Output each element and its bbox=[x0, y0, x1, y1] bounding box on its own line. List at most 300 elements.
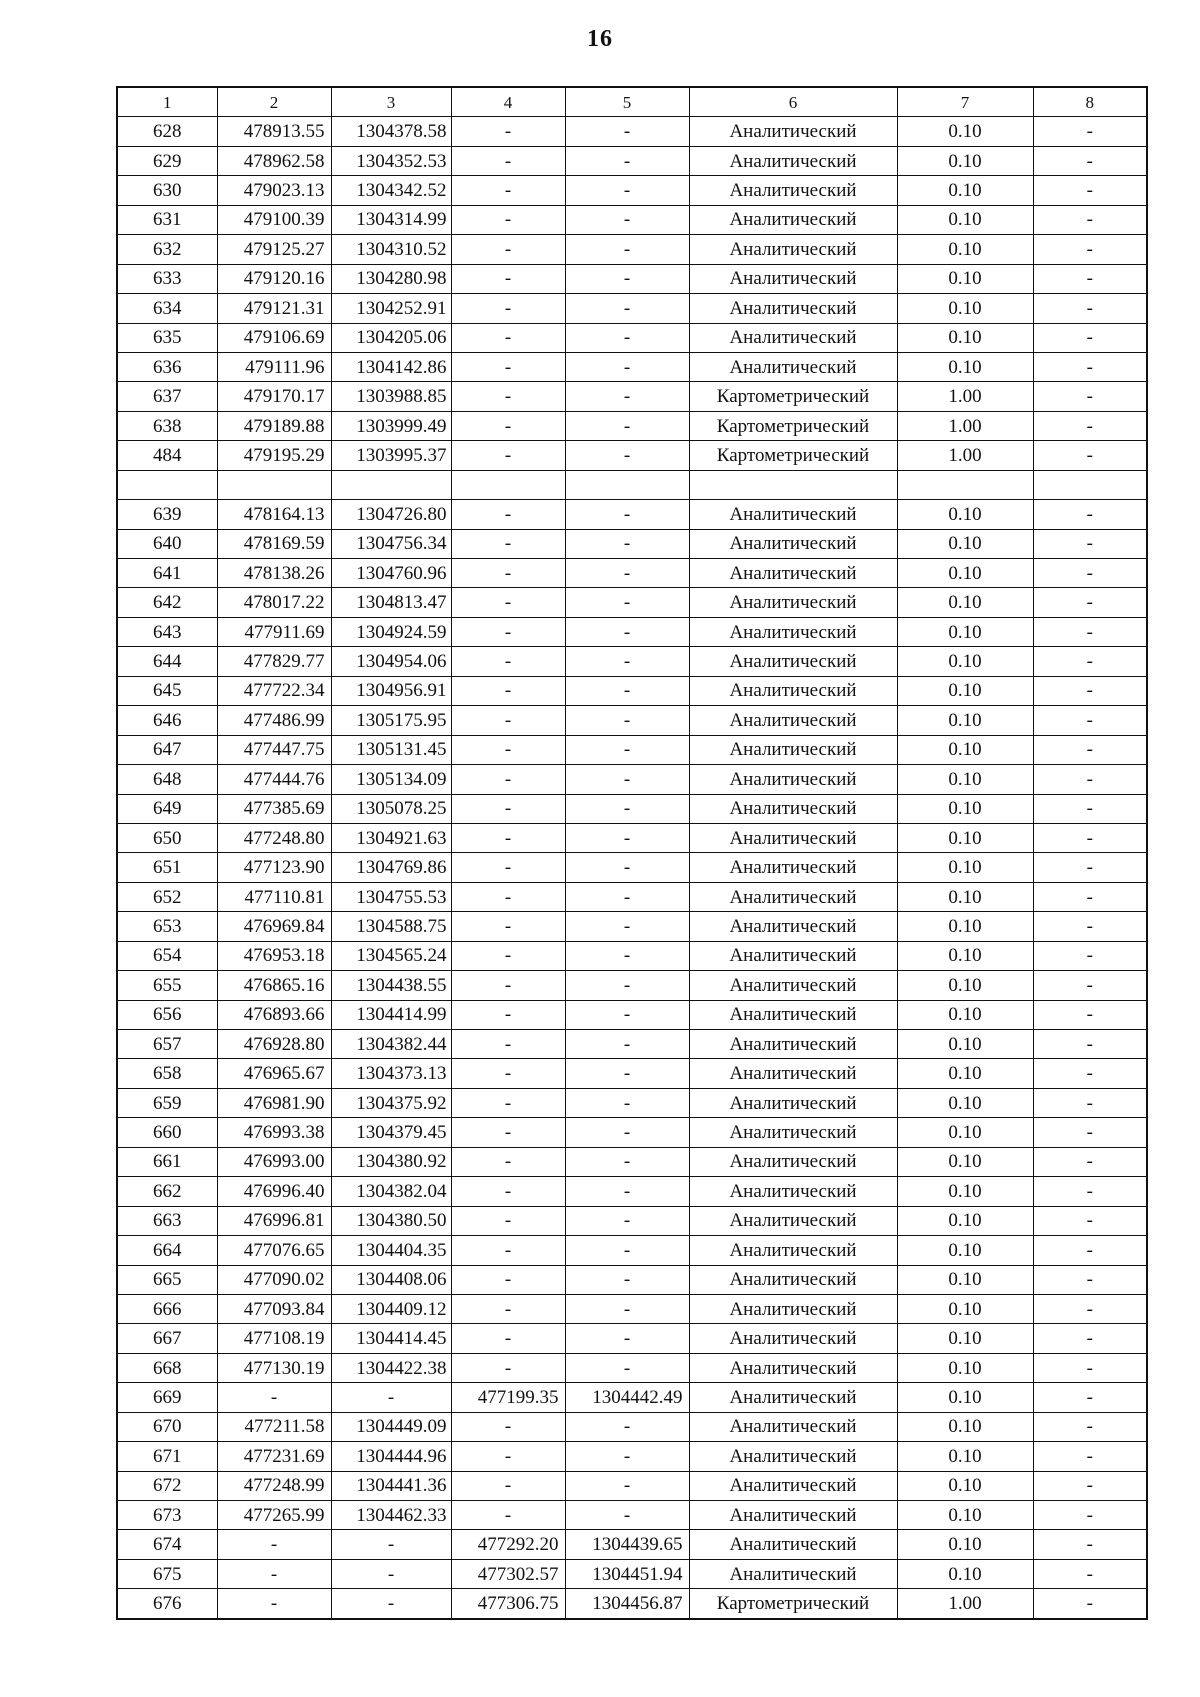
cell-y-coordinate: 1305175.95 bbox=[331, 706, 451, 735]
cell-method: Аналитический bbox=[689, 1177, 897, 1206]
cell-x-coordinate: - bbox=[217, 1530, 331, 1559]
cell-method: Аналитический bbox=[689, 1030, 897, 1059]
cell-description: - bbox=[1033, 176, 1147, 205]
cell-x-coordinate-alt: - bbox=[451, 264, 565, 293]
cell-y-coordinate: 1304373.13 bbox=[331, 1059, 451, 1088]
cell-accuracy: 0.10 bbox=[897, 1000, 1033, 1029]
cell-x-coordinate: 477385.69 bbox=[217, 794, 331, 823]
cell-method: Аналитический bbox=[689, 1206, 897, 1235]
cell-point-number: 651 bbox=[117, 853, 217, 882]
cell-description: - bbox=[1033, 500, 1147, 529]
table-row bbox=[117, 941, 1147, 970]
column-header-3: 3 bbox=[331, 87, 451, 117]
cell-y-coordinate-alt: - bbox=[565, 441, 689, 470]
cell-x-coordinate: 478138.26 bbox=[217, 559, 331, 588]
cell-y-coordinate: - bbox=[331, 1530, 451, 1559]
cell-x-coordinate-alt: - bbox=[451, 735, 565, 764]
cell-accuracy: 0.10 bbox=[897, 264, 1033, 293]
cell-description: - bbox=[1033, 971, 1147, 1000]
cell-x-coordinate: 476969.84 bbox=[217, 912, 331, 941]
cell-y-coordinate-alt: - bbox=[565, 1206, 689, 1235]
cell-y-coordinate-alt: - bbox=[565, 1030, 689, 1059]
cell-point-number: 635 bbox=[117, 323, 217, 352]
cell-description: - bbox=[1033, 441, 1147, 470]
cell-y-coordinate: 1303988.85 bbox=[331, 382, 451, 411]
cell-accuracy: 0.10 bbox=[897, 1412, 1033, 1441]
cell-y-coordinate: 1304462.33 bbox=[331, 1501, 451, 1530]
cell-point-number: 658 bbox=[117, 1059, 217, 1088]
table-row bbox=[117, 617, 1147, 646]
cell-description bbox=[1033, 470, 1147, 499]
cell-x-coordinate-alt: - bbox=[451, 146, 565, 175]
cell-x-coordinate: 478913.55 bbox=[217, 117, 331, 146]
table-row bbox=[117, 146, 1147, 175]
cell-x-coordinate bbox=[217, 470, 331, 499]
cell-x-coordinate-alt: - bbox=[451, 1471, 565, 1500]
cell-y-coordinate-alt: - bbox=[565, 617, 689, 646]
cell-y-coordinate: 1304438.55 bbox=[331, 971, 451, 1000]
cell-method: Аналитический bbox=[689, 294, 897, 323]
cell-x-coordinate-alt: - bbox=[451, 1030, 565, 1059]
cell-x-coordinate: 477911.69 bbox=[217, 617, 331, 646]
cell-y-coordinate-alt: - bbox=[565, 146, 689, 175]
cell-accuracy: 1.00 bbox=[897, 441, 1033, 470]
cell-y-coordinate-alt: - bbox=[565, 1147, 689, 1176]
cell-y-coordinate-alt: - bbox=[565, 1265, 689, 1294]
cell-x-coordinate-alt: - bbox=[451, 588, 565, 617]
cell-y-coordinate: 1304352.53 bbox=[331, 146, 451, 175]
cell-y-coordinate: 1304441.36 bbox=[331, 1471, 451, 1500]
cell-y-coordinate-alt: - bbox=[565, 1177, 689, 1206]
table-row bbox=[117, 765, 1147, 794]
cell-y-coordinate: 1304142.86 bbox=[331, 352, 451, 381]
cell-y-coordinate-alt: - bbox=[565, 411, 689, 440]
cell-point-number: 665 bbox=[117, 1265, 217, 1294]
cell-point-number: 670 bbox=[117, 1412, 217, 1441]
cell-y-coordinate: 1304449.09 bbox=[331, 1412, 451, 1441]
column-header-8: 8 bbox=[1033, 87, 1147, 117]
cell-point-number: 650 bbox=[117, 823, 217, 852]
cell-method: Аналитический bbox=[689, 1324, 897, 1353]
cell-y-coordinate: 1304422.38 bbox=[331, 1353, 451, 1382]
cell-x-coordinate: 479170.17 bbox=[217, 382, 331, 411]
cell-x-coordinate-alt: - bbox=[451, 1265, 565, 1294]
cell-description: - bbox=[1033, 1294, 1147, 1323]
cell-method: Аналитический bbox=[689, 1530, 897, 1559]
cell-point-number: 628 bbox=[117, 117, 217, 146]
cell-x-coordinate-alt: - bbox=[451, 352, 565, 381]
cell-x-coordinate-alt: - bbox=[451, 1088, 565, 1117]
cell-x-coordinate-alt: - bbox=[451, 1206, 565, 1235]
cell-method: Аналитический bbox=[689, 1147, 897, 1176]
cell-description: - bbox=[1033, 264, 1147, 293]
table-row bbox=[117, 853, 1147, 882]
cell-method: Картометрический bbox=[689, 411, 897, 440]
cell-x-coordinate-alt: - bbox=[451, 882, 565, 911]
cell-x-coordinate-alt: - bbox=[451, 1501, 565, 1530]
cell-x-coordinate-alt: - bbox=[451, 676, 565, 705]
cell-y-coordinate: 1304565.24 bbox=[331, 941, 451, 970]
cell-method: Аналитический bbox=[689, 1236, 897, 1265]
cell-accuracy: 1.00 bbox=[897, 382, 1033, 411]
table-row bbox=[117, 559, 1147, 588]
table-row bbox=[117, 382, 1147, 411]
cell-point-number: 641 bbox=[117, 559, 217, 588]
cell-y-coordinate-alt: - bbox=[565, 176, 689, 205]
cell-method bbox=[689, 470, 897, 499]
cell-x-coordinate-alt: - bbox=[451, 441, 565, 470]
cell-x-coordinate: - bbox=[217, 1383, 331, 1412]
cell-method: Аналитический bbox=[689, 1353, 897, 1382]
cell-x-coordinate-alt: - bbox=[451, 1353, 565, 1382]
cell-point-number: 484 bbox=[117, 441, 217, 470]
cell-point-number: 648 bbox=[117, 765, 217, 794]
cell-accuracy: 0.10 bbox=[897, 500, 1033, 529]
cell-accuracy: 0.10 bbox=[897, 352, 1033, 381]
cell-accuracy: 0.10 bbox=[897, 1501, 1033, 1530]
cell-y-coordinate-alt: - bbox=[565, 794, 689, 823]
table-row bbox=[117, 264, 1147, 293]
cell-accuracy: 0.10 bbox=[897, 823, 1033, 852]
cell-x-coordinate-alt: - bbox=[451, 794, 565, 823]
cell-x-coordinate: 478169.59 bbox=[217, 529, 331, 558]
cell-description: - bbox=[1033, 1265, 1147, 1294]
cell-x-coordinate: 476996.40 bbox=[217, 1177, 331, 1206]
cell-x-coordinate: - bbox=[217, 1559, 331, 1588]
table-row bbox=[117, 294, 1147, 323]
cell-x-coordinate-alt: 477306.75 bbox=[451, 1589, 565, 1619]
cell-y-coordinate-alt: - bbox=[565, 912, 689, 941]
cell-method: Аналитический bbox=[689, 1294, 897, 1323]
cell-y-coordinate-alt: - bbox=[565, 676, 689, 705]
cell-y-coordinate: 1304956.91 bbox=[331, 676, 451, 705]
cell-x-coordinate: 478962.58 bbox=[217, 146, 331, 175]
cell-x-coordinate-alt: - bbox=[451, 971, 565, 1000]
cell-y-coordinate: 1304924.59 bbox=[331, 617, 451, 646]
cell-accuracy: 0.10 bbox=[897, 1353, 1033, 1382]
table-row bbox=[117, 1030, 1147, 1059]
cell-x-coordinate-alt: - bbox=[451, 1294, 565, 1323]
cell-x-coordinate: 476993.00 bbox=[217, 1147, 331, 1176]
cell-x-coordinate: 479111.96 bbox=[217, 352, 331, 381]
cell-x-coordinate: 478017.22 bbox=[217, 588, 331, 617]
cell-y-coordinate: 1304379.45 bbox=[331, 1118, 451, 1147]
cell-y-coordinate-alt: - bbox=[565, 529, 689, 558]
cell-accuracy: 0.10 bbox=[897, 941, 1033, 970]
cell-y-coordinate-alt: - bbox=[565, 352, 689, 381]
cell-x-coordinate: 477231.69 bbox=[217, 1442, 331, 1471]
cell-point-number: 654 bbox=[117, 941, 217, 970]
cell-x-coordinate-alt: - bbox=[451, 765, 565, 794]
cell-accuracy: 0.10 bbox=[897, 853, 1033, 882]
cell-accuracy: 1.00 bbox=[897, 1589, 1033, 1619]
cell-x-coordinate: 479100.39 bbox=[217, 205, 331, 234]
table-row bbox=[117, 794, 1147, 823]
cell-y-coordinate: 1304756.34 bbox=[331, 529, 451, 558]
cell-y-coordinate: 1304760.96 bbox=[331, 559, 451, 588]
cell-y-coordinate: 1304921.63 bbox=[331, 823, 451, 852]
cell-x-coordinate: 477090.02 bbox=[217, 1265, 331, 1294]
cell-description: - bbox=[1033, 735, 1147, 764]
cell-x-coordinate: 477248.80 bbox=[217, 823, 331, 852]
cell-y-coordinate-alt: - bbox=[565, 823, 689, 852]
cell-x-coordinate: 477829.77 bbox=[217, 647, 331, 676]
cell-point-number: 659 bbox=[117, 1088, 217, 1117]
cell-accuracy: 0.10 bbox=[897, 1177, 1033, 1206]
cell-y-coordinate-alt: - bbox=[565, 117, 689, 146]
cell-method: Аналитический bbox=[689, 676, 897, 705]
cell-description: - bbox=[1033, 941, 1147, 970]
cell-method: Аналитический bbox=[689, 235, 897, 264]
cell-accuracy: 0.10 bbox=[897, 1088, 1033, 1117]
table-row bbox=[117, 1471, 1147, 1500]
cell-method: Аналитический bbox=[689, 205, 897, 234]
cell-method: Аналитический bbox=[689, 529, 897, 558]
column-header-6: 6 bbox=[689, 87, 897, 117]
cell-accuracy: 0.10 bbox=[897, 559, 1033, 588]
table-row bbox=[117, 1118, 1147, 1147]
cell-method: Картометрический bbox=[689, 1589, 897, 1619]
table-row bbox=[117, 1559, 1147, 1588]
cell-y-coordinate: - bbox=[331, 1383, 451, 1412]
cell-x-coordinate-alt: - bbox=[451, 382, 565, 411]
cell-y-coordinate-alt: 1304456.87 bbox=[565, 1589, 689, 1619]
cell-x-coordinate: 477447.75 bbox=[217, 735, 331, 764]
column-header-5: 5 bbox=[565, 87, 689, 117]
cell-y-coordinate: 1304813.47 bbox=[331, 588, 451, 617]
cell-point-number: 657 bbox=[117, 1030, 217, 1059]
cell-description: - bbox=[1033, 823, 1147, 852]
cell-description: - bbox=[1033, 1530, 1147, 1559]
cell-x-coordinate: 476996.81 bbox=[217, 1206, 331, 1235]
cell-x-coordinate: 476865.16 bbox=[217, 971, 331, 1000]
cell-point-number: 673 bbox=[117, 1501, 217, 1530]
cell-x-coordinate-alt: - bbox=[451, 647, 565, 676]
cell-y-coordinate-alt: - bbox=[565, 382, 689, 411]
cell-method: Аналитический bbox=[689, 323, 897, 352]
cell-accuracy: 0.10 bbox=[897, 794, 1033, 823]
cell-description: - bbox=[1033, 617, 1147, 646]
cell-y-coordinate-alt: - bbox=[565, 882, 689, 911]
cell-x-coordinate: 476893.66 bbox=[217, 1000, 331, 1029]
cell-x-coordinate-alt: - bbox=[451, 529, 565, 558]
cell-point-number: 629 bbox=[117, 146, 217, 175]
cell-y-coordinate-alt: 1304439.65 bbox=[565, 1530, 689, 1559]
cell-method: Аналитический bbox=[689, 765, 897, 794]
cell-description: - bbox=[1033, 1236, 1147, 1265]
cell-x-coordinate: 478164.13 bbox=[217, 500, 331, 529]
page-number: 16 bbox=[587, 26, 613, 52]
table-row bbox=[117, 441, 1147, 470]
cell-x-coordinate: 476993.38 bbox=[217, 1118, 331, 1147]
cell-point-number: 631 bbox=[117, 205, 217, 234]
cell-y-coordinate: 1304205.06 bbox=[331, 323, 451, 352]
cell-y-coordinate-alt: - bbox=[565, 1471, 689, 1500]
coordinates-table bbox=[116, 86, 1148, 1620]
cell-method: Аналитический bbox=[689, 853, 897, 882]
cell-accuracy: 0.10 bbox=[897, 765, 1033, 794]
cell-description: - bbox=[1033, 1206, 1147, 1235]
cell-x-coordinate: 479120.16 bbox=[217, 264, 331, 293]
table-row bbox=[117, 971, 1147, 1000]
cell-x-coordinate-alt: - bbox=[451, 1236, 565, 1265]
cell-x-coordinate: 477248.99 bbox=[217, 1471, 331, 1500]
cell-description: - bbox=[1033, 1059, 1147, 1088]
cell-description: - bbox=[1033, 1471, 1147, 1500]
cell-method: Аналитический bbox=[689, 882, 897, 911]
cell-description: - bbox=[1033, 146, 1147, 175]
cell-x-coordinate: 477265.99 bbox=[217, 1501, 331, 1530]
cell-method: Аналитический bbox=[689, 823, 897, 852]
cell-method: Аналитический bbox=[689, 1442, 897, 1471]
table-row bbox=[117, 1206, 1147, 1235]
cell-description: - bbox=[1033, 382, 1147, 411]
cell-description: - bbox=[1033, 411, 1147, 440]
cell-description: - bbox=[1033, 1589, 1147, 1619]
cell-accuracy: 0.10 bbox=[897, 1383, 1033, 1412]
cell-method: Аналитический bbox=[689, 1412, 897, 1441]
cell-y-coordinate: 1304375.92 bbox=[331, 1088, 451, 1117]
cell-accuracy: 0.10 bbox=[897, 1324, 1033, 1353]
cell-point-number: 639 bbox=[117, 500, 217, 529]
cell-y-coordinate-alt: 1304442.49 bbox=[565, 1383, 689, 1412]
cell-x-coordinate-alt: - bbox=[451, 1059, 565, 1088]
cell-y-coordinate-alt: - bbox=[565, 1353, 689, 1382]
cell-description: - bbox=[1033, 323, 1147, 352]
cell-y-coordinate: 1304252.91 bbox=[331, 294, 451, 323]
cell-method: Аналитический bbox=[689, 500, 897, 529]
cell-description: - bbox=[1033, 1088, 1147, 1117]
cell-x-coordinate-alt: - bbox=[451, 205, 565, 234]
cell-y-coordinate-alt: - bbox=[565, 1088, 689, 1117]
cell-point-number: 637 bbox=[117, 382, 217, 411]
cell-method: Аналитический bbox=[689, 1088, 897, 1117]
cell-point-number: 656 bbox=[117, 1000, 217, 1029]
table-row bbox=[117, 735, 1147, 764]
cell-y-coordinate-alt: - bbox=[565, 1236, 689, 1265]
cell-x-coordinate: 477108.19 bbox=[217, 1324, 331, 1353]
cell-y-coordinate-alt: - bbox=[565, 1294, 689, 1323]
cell-description: - bbox=[1033, 794, 1147, 823]
cell-accuracy: 0.10 bbox=[897, 176, 1033, 205]
table-body bbox=[117, 117, 1147, 1619]
cell-y-coordinate: 1304380.92 bbox=[331, 1147, 451, 1176]
cell-accuracy: 0.10 bbox=[897, 294, 1033, 323]
cell-y-coordinate: 1305078.25 bbox=[331, 794, 451, 823]
cell-point-number: 662 bbox=[117, 1177, 217, 1206]
table-row bbox=[117, 1088, 1147, 1117]
cell-y-coordinate: 1304310.52 bbox=[331, 235, 451, 264]
cell-y-coordinate-alt: - bbox=[565, 1059, 689, 1088]
cell-description: - bbox=[1033, 1177, 1147, 1206]
table-row bbox=[117, 882, 1147, 911]
cell-y-coordinate-alt: - bbox=[565, 588, 689, 617]
cell-accuracy: 0.10 bbox=[897, 735, 1033, 764]
cell-y-coordinate-alt: - bbox=[565, 647, 689, 676]
cell-point-number: 646 bbox=[117, 706, 217, 735]
table-row bbox=[117, 1236, 1147, 1265]
cell-x-coordinate-alt: 477302.57 bbox=[451, 1559, 565, 1588]
table-header-row bbox=[117, 87, 1147, 117]
cell-description: - bbox=[1033, 706, 1147, 735]
cell-description: - bbox=[1033, 294, 1147, 323]
table-row bbox=[117, 1147, 1147, 1176]
cell-y-coordinate: 1304769.86 bbox=[331, 853, 451, 882]
table-row bbox=[117, 1442, 1147, 1471]
cell-point-number: 647 bbox=[117, 735, 217, 764]
cell-method: Аналитический bbox=[689, 647, 897, 676]
cell-y-coordinate: 1305131.45 bbox=[331, 735, 451, 764]
cell-method: Аналитический bbox=[689, 1559, 897, 1588]
table-row bbox=[117, 470, 1147, 499]
cell-point-number: 674 bbox=[117, 1530, 217, 1559]
cell-y-coordinate: 1304409.12 bbox=[331, 1294, 451, 1323]
cell-y-coordinate: 1304588.75 bbox=[331, 912, 451, 941]
cell-point-number: 663 bbox=[117, 1206, 217, 1235]
table-row bbox=[117, 1177, 1147, 1206]
cell-method: Аналитический bbox=[689, 912, 897, 941]
table-row bbox=[117, 1589, 1147, 1619]
cell-x-coordinate: 479121.31 bbox=[217, 294, 331, 323]
cell-method: Аналитический bbox=[689, 941, 897, 970]
cell-x-coordinate-alt: - bbox=[451, 294, 565, 323]
cell-description: - bbox=[1033, 117, 1147, 146]
cell-x-coordinate-alt: - bbox=[451, 941, 565, 970]
cell-point-number: 640 bbox=[117, 529, 217, 558]
cell-y-coordinate-alt: - bbox=[565, 294, 689, 323]
cell-x-coordinate: 479106.69 bbox=[217, 323, 331, 352]
cell-point-number: 643 bbox=[117, 617, 217, 646]
cell-point-number: 652 bbox=[117, 882, 217, 911]
cell-accuracy: 0.10 bbox=[897, 323, 1033, 352]
cell-accuracy: 0.10 bbox=[897, 676, 1033, 705]
cell-point-number: 671 bbox=[117, 1442, 217, 1471]
cell-point-number: 645 bbox=[117, 676, 217, 705]
cell-point-number: 664 bbox=[117, 1236, 217, 1265]
cell-y-coordinate: 1304380.50 bbox=[331, 1206, 451, 1235]
cell-y-coordinate: 1304726.80 bbox=[331, 500, 451, 529]
cell-accuracy: 0.10 bbox=[897, 1294, 1033, 1323]
cell-y-coordinate-alt: - bbox=[565, 323, 689, 352]
cell-x-coordinate-alt: - bbox=[451, 1147, 565, 1176]
table-row bbox=[117, 323, 1147, 352]
cell-x-coordinate-alt: - bbox=[451, 853, 565, 882]
column-header-2: 2 bbox=[217, 87, 331, 117]
cell-y-coordinate: - bbox=[331, 1559, 451, 1588]
cell-point-number: 676 bbox=[117, 1589, 217, 1619]
cell-y-coordinate: - bbox=[331, 1589, 451, 1619]
cell-y-coordinate-alt: - bbox=[565, 735, 689, 764]
cell-x-coordinate: 476928.80 bbox=[217, 1030, 331, 1059]
cell-accuracy: 0.10 bbox=[897, 1059, 1033, 1088]
cell-y-coordinate-alt: - bbox=[565, 264, 689, 293]
cell-description: - bbox=[1033, 1030, 1147, 1059]
cell-y-coordinate-alt: - bbox=[565, 1442, 689, 1471]
cell-y-coordinate bbox=[331, 470, 451, 499]
cell-method: Аналитический bbox=[689, 588, 897, 617]
cell-accuracy: 0.10 bbox=[897, 971, 1033, 1000]
cell-x-coordinate-alt: - bbox=[451, 912, 565, 941]
cell-method: Аналитический bbox=[689, 352, 897, 381]
table-row bbox=[117, 588, 1147, 617]
cell-method: Картометрический bbox=[689, 441, 897, 470]
cell-y-coordinate-alt: - bbox=[565, 1324, 689, 1353]
cell-x-coordinate-alt: - bbox=[451, 1442, 565, 1471]
table-row bbox=[117, 1324, 1147, 1353]
table-row bbox=[117, 1383, 1147, 1412]
column-header-7: 7 bbox=[897, 87, 1033, 117]
cell-x-coordinate-alt bbox=[451, 470, 565, 499]
